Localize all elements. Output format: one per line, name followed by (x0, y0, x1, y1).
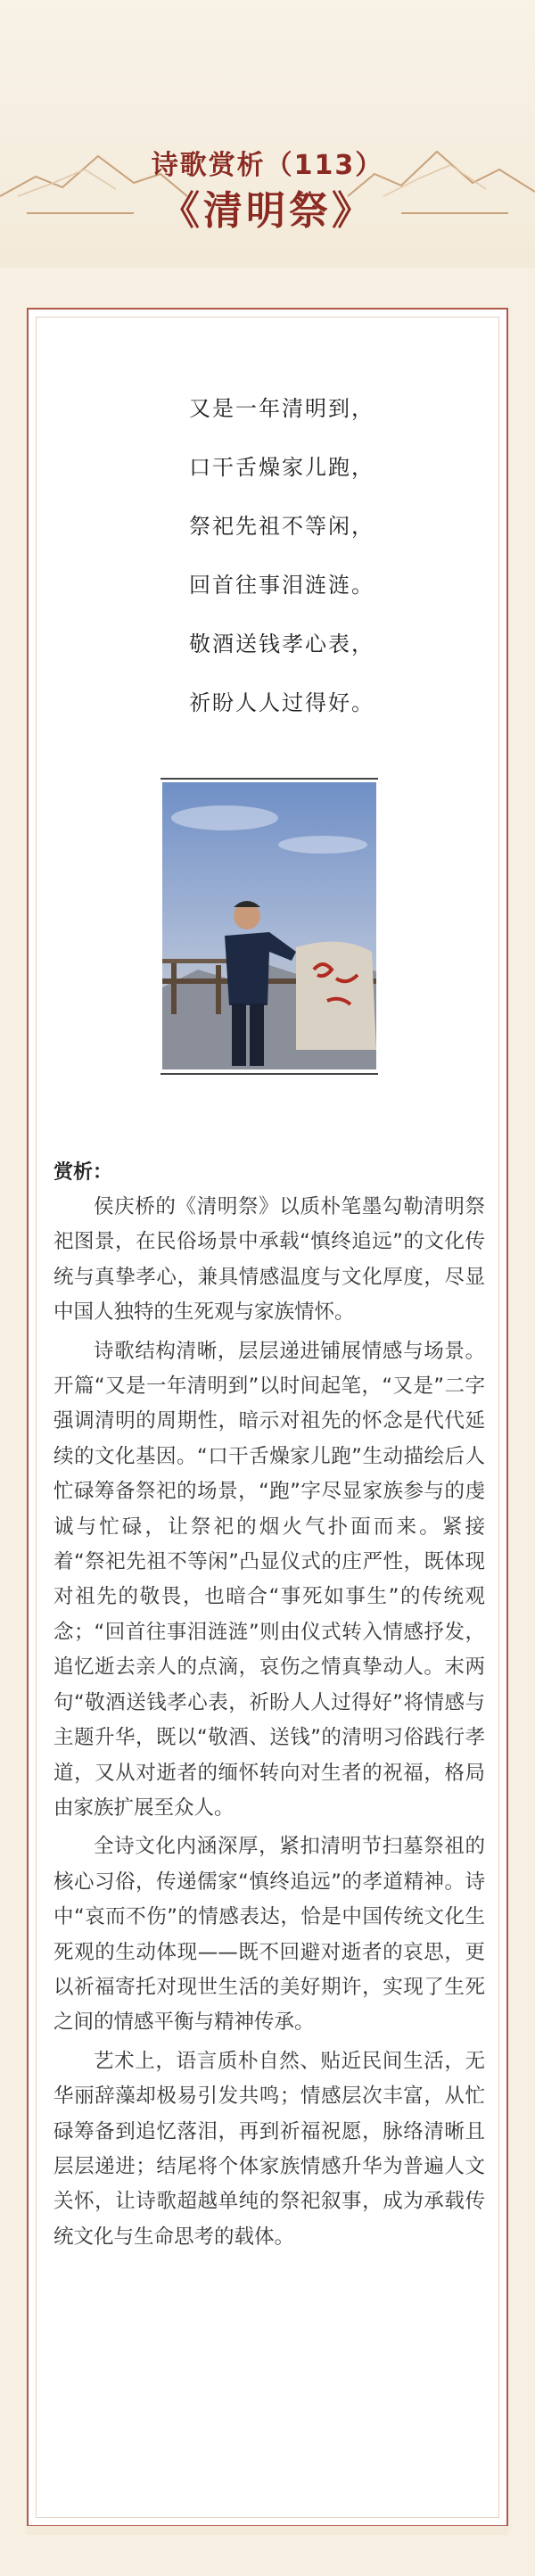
series-title: 诗歌赏析（113） (151, 150, 384, 181)
appreciation-paragraph: 侯庆桥的《清明祭》以质朴笔墨勾勒清明祭祀图景，在民俗场景中承载“慎终追远”的文化传统与真挚孝心，兼具情感温度与文化厚度，尽显中国人独特的生死观与家族情怀。 (54, 1195, 485, 1325)
poem-line: 祭祀先祖不等闲， (189, 514, 374, 539)
appreciation-paragraph: 艺术上，语言质朴自然、贴近民间生活，无华丽辞藻却极易引发共鸣；情感层次丰富，从忙碌筹备到追忆落泪，再到祈福祝愿，脉络清晰且层层递进；结尾将个体家族情感升华为普遍人文关怀，让诗歌超越单纯的祭祀叙事，成为承载传统文化与生命思考的载体。 (54, 2049, 485, 2249)
appreciation-section (54, 1157, 485, 2258)
footer-bar (27, 2526, 508, 2535)
author-photo-image (162, 782, 376, 1069)
content-card (27, 308, 508, 2527)
photo-top-rule (160, 778, 378, 780)
appreciation-label: 赏析： (54, 1161, 113, 1184)
poem-line: 又是一年清明到， (189, 396, 374, 421)
poem-line: 回首往事泪涟涟。 (189, 573, 374, 598)
poem-body (189, 379, 510, 732)
author-photo (162, 782, 376, 1069)
poem-line: 敬酒送钱孝心表， (189, 632, 374, 656)
appreciation-paragraph: 全诗文化内涵深厚，紧扣清明节扫墓祭祖的核心习俗，传递儒家“慎终追远”的孝道精神。诗中“哀而不伤”的情感表达，恰是中国传统文化生死观的生动体现——既不回避对逝者的哀思，更以祈福寄托对现世生活的美好期许，实现了生死之间的情感平衡与精神传承。 (54, 1835, 485, 2035)
photo-bottom-rule (160, 1073, 378, 1075)
article-header (0, 0, 535, 268)
poem-line: 祈盼人人过得好。 (189, 690, 374, 715)
appreciation-paragraph: 诗歌结构清晰，层层递进铺展情感与场景。开篇“又是一年清明到”以时间起笔，“又是”二字强调清明的周期性，暗示对祖先的怀念是代代延续的文化基因。“口干舌燥家儿跑”生动描绘后人忙碌筹备祭祀的场景，“跑”字尽显家族参与的虔诚与忙碌，让祭祀的烟火气扑面而来。紧接着“祭祀先祖不等闲”凸显仪式的庄严性，既体现对祖先的敬畏，也暗合“事死如事生”的传统观念；“回首往事泪涟涟”则由仪式转入情感抒发，追忆逝去亲人的点滴，哀伤之情真挚动人。末两句“敬酒送钱孝心表，祈盼人人过得好”将情感与主题升华，既以“敬酒、送钱”的清明习俗践行孝道，又从对逝者的缅怀转向对生者的祝福，格局由家族扩展至众人。 (54, 1339, 485, 1820)
poem-line: 口干舌燥家儿跑， (189, 455, 374, 480)
poem-title: 《清明祭》 (160, 188, 374, 234)
